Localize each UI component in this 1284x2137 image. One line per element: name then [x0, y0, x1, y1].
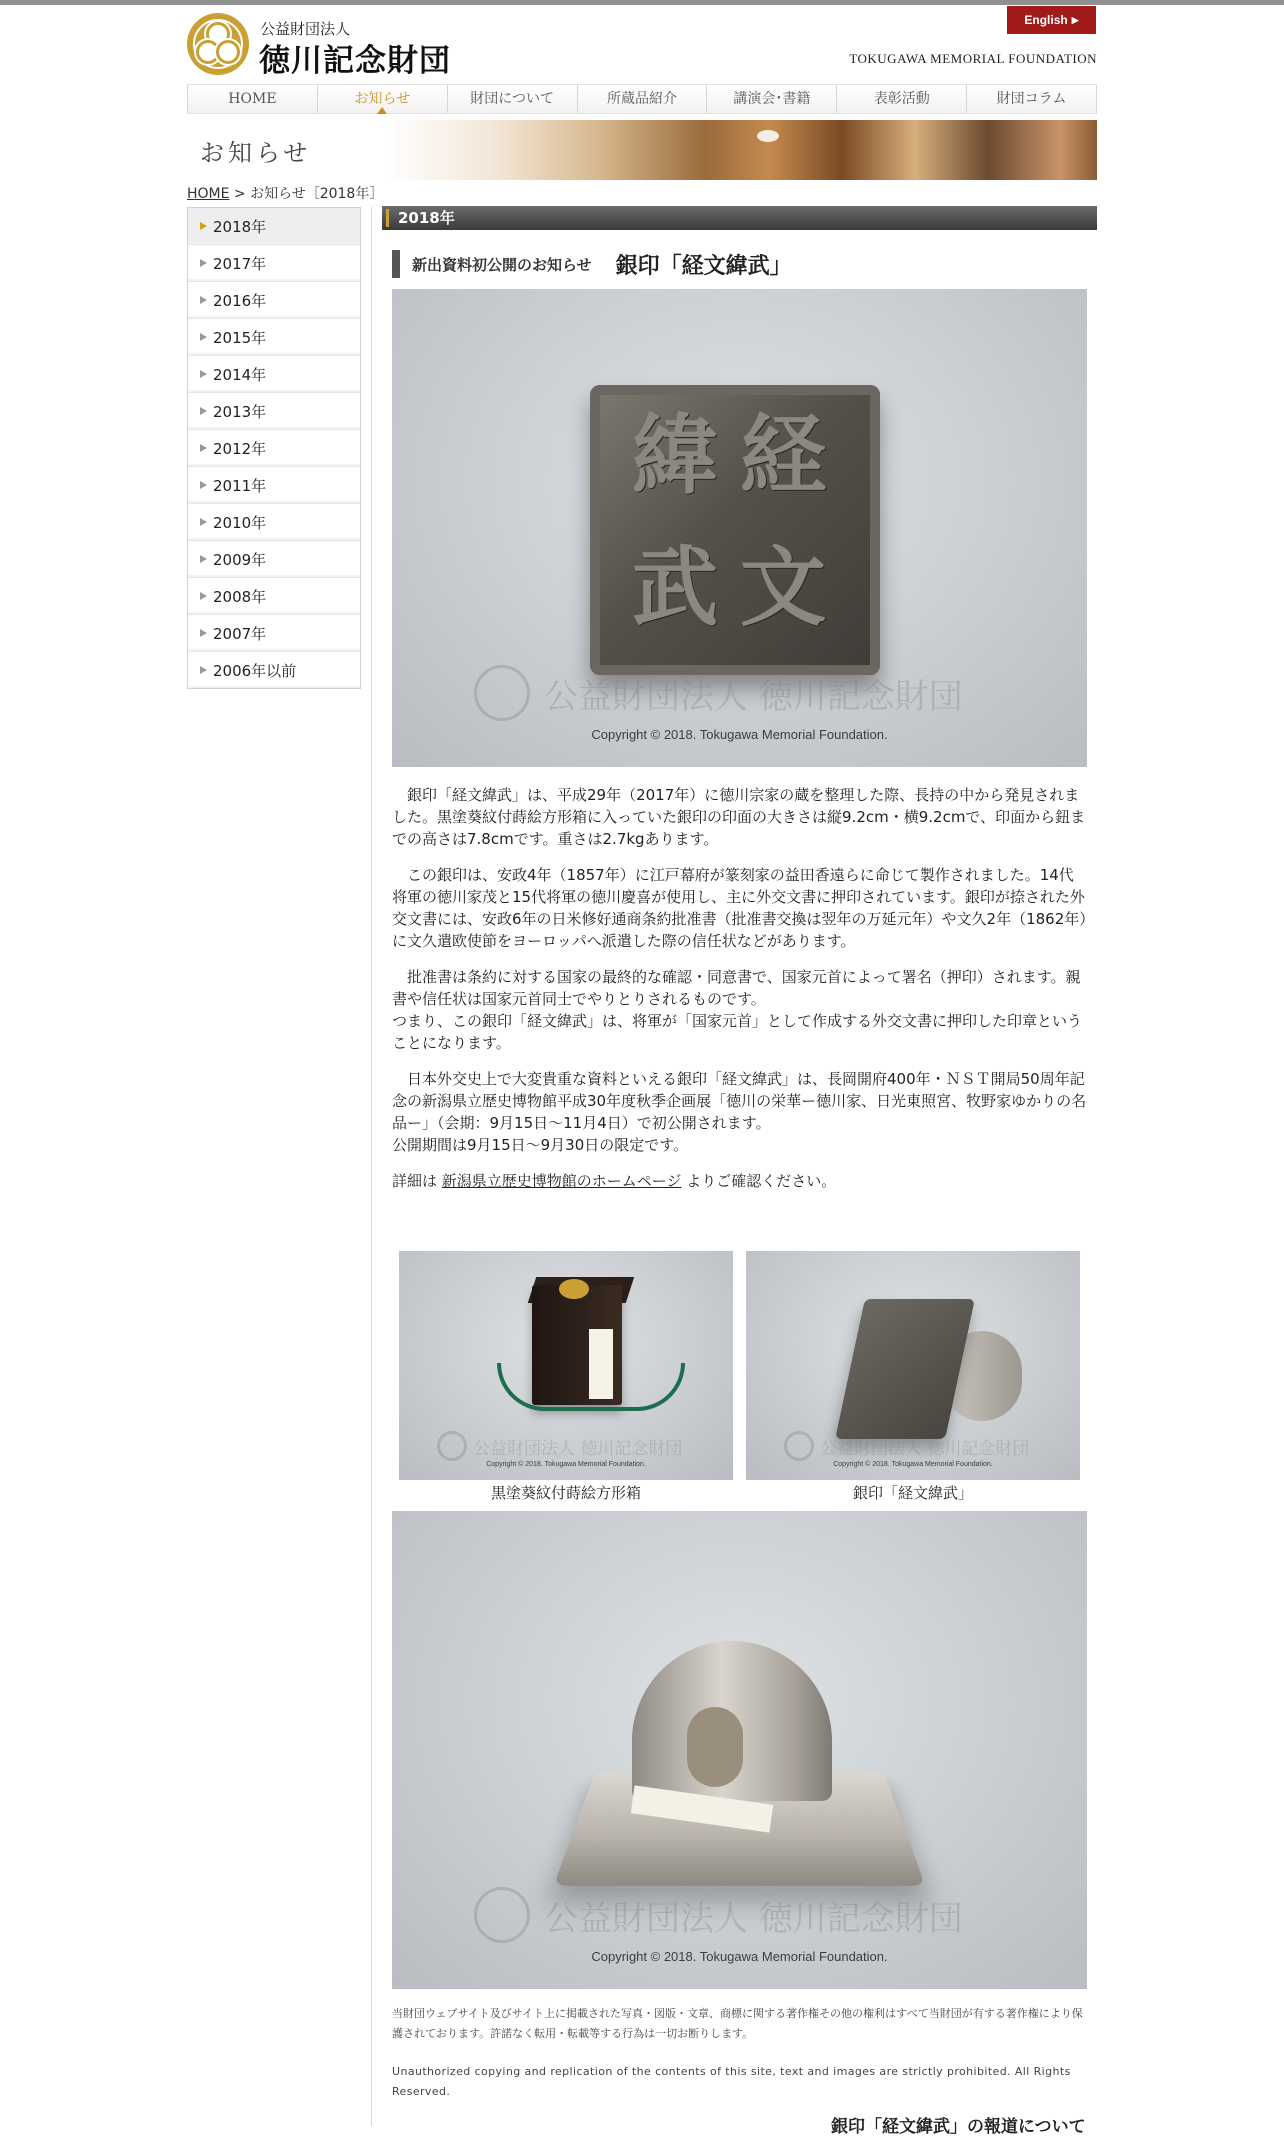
breadcrumb: [187, 183, 383, 203]
photo-watermark: [474, 1887, 963, 1943]
sidebar-item-label: 2015年: [213, 328, 267, 347]
column-divider: [371, 207, 372, 2126]
sidebar-item-label: 2008年: [213, 587, 267, 606]
sidebar-item-label: 2017年: [213, 254, 267, 273]
paragraph: 公開期間は9月15日～9月30日の限定です。: [392, 1136, 689, 1154]
sidebar-item-label: 2014年: [213, 365, 267, 384]
nav-label: 講演会･書籍: [733, 91, 811, 107]
nav-label: お知らせ: [354, 91, 411, 107]
sidebar-item-2015[interactable]: [188, 318, 360, 355]
photo-watermark: [437, 1431, 682, 1461]
year-sidebar: [187, 207, 361, 689]
sidebar-item-label: 2007年: [213, 624, 267, 643]
watermark-crest-icon: [437, 1431, 467, 1461]
photo-watermark: [474, 665, 963, 721]
active-caret-icon: [377, 107, 387, 114]
details-prefix: 詳細は: [392, 1172, 442, 1190]
box-cord: [497, 1363, 685, 1411]
details-line: [392, 1170, 1087, 1192]
global-nav: [187, 84, 1097, 114]
silver-seal-photo: [392, 1511, 1087, 1989]
article-kicker: 新出資料初公開のお知らせ: [412, 255, 592, 274]
paragraph: 銀印「経文緯武」は、平成29年（2017年）に徳川宗家の蔵を整理した際、長持の中から発見されました。黒塗葵紋付蒔絵方形箱に入っていた銀印の印面の大きさは縦9.2cm・横9.2cmで、印面から鈕までの高さは7.8cmです。重さは2.7kgあります。: [392, 786, 1086, 848]
nav-label: 財団コラム: [996, 91, 1067, 107]
sidebar-item-label: 2013年: [213, 402, 267, 421]
watermark-text: 公益財団法人 徳川記念財団: [544, 1898, 963, 1939]
nav-label: 表彰活動: [873, 91, 930, 107]
triangle-right-icon: [200, 666, 207, 674]
seal-glyph: 経: [740, 405, 826, 506]
triangle-right-icon: [200, 444, 207, 452]
hollyhock-crest-icon: [559, 1279, 589, 1299]
watermark-crest-icon: [784, 1431, 814, 1461]
seal-glyph: 文: [740, 537, 826, 638]
foundation-english-name: TOKUGAWA MEMORIAL FOUNDATION: [849, 51, 1097, 66]
watermark-text: 公益財団法人 徳川記念財団: [544, 676, 963, 717]
triangle-right-icon: [200, 555, 207, 563]
sidebar-item-2014[interactable]: [188, 355, 360, 392]
triangle-right-icon: [200, 333, 207, 341]
section-heading: [382, 206, 1097, 230]
triangle-right-icon: [200, 518, 207, 526]
seal-face: [590, 385, 880, 675]
knob-hole: [687, 1707, 743, 1787]
page-banner: [187, 120, 1097, 180]
page-title: お知らせ: [200, 139, 312, 167]
watermark-text: 公益財団法人 徳川記念財団: [473, 1438, 683, 1459]
photo-caption: 黒塗葵紋付蒔絵方形箱: [490, 1484, 641, 1502]
angled-seal-photo[interactable]: [746, 1251, 1080, 1480]
section-heading-label: 2018年: [398, 209, 455, 227]
seal-face: [835, 1299, 975, 1439]
sidebar-item-label: 2016年: [213, 291, 267, 310]
logo-title: 徳川記念財団: [259, 43, 451, 79]
sidebar-item-label: 2010年: [213, 513, 267, 532]
hollyhock-crest-icon: [187, 13, 249, 75]
copyright-notice-en: Unauthorized copying and replication of the contents of this site, text and images are strictly prohibited. All Rights Reserved.: [392, 2065, 1071, 2098]
photo-watermark: [784, 1431, 1029, 1461]
paragraph: 日本外交史上で大変貴重な資料といえる銀印「経文緯武」は、長岡開府400年・ＮＳＴ開局50周年記念の新潟県立歴史博物館平成30年度秋季企画展「徳川の栄華ー徳川家、日光東照宮、牧野家ゆかりの名品ー」（会期：9月15日～11月4日）で初公開されます。: [392, 1070, 1087, 1132]
paragraph: 批准書は条約に対する国家の最終的な確認・同意書で、国家元首によって署名（押印）されます。親書や信任状は国家元首同士でやりとりされるものです。: [392, 968, 1081, 1008]
sidebar-item-2007[interactable]: [188, 614, 360, 651]
article-name: 銀印「経文緯武」: [615, 253, 792, 279]
breadcrumb-current: お知らせ［2018年］: [250, 186, 384, 202]
triangle-right-icon: [200, 629, 207, 637]
next-article-title[interactable]: 銀印「経文緯武」の報道について: [831, 2117, 1086, 2137]
sidebar-item-label: 2018年: [213, 217, 267, 236]
sidebar-item-2012[interactable]: [188, 429, 360, 466]
article-title: [392, 250, 792, 278]
photo-copyright: Copyright © 2018. Tokugawa Memorial Foundation.: [591, 1949, 888, 1964]
nav-item-news[interactable]: [318, 85, 448, 113]
nav-item-about[interactable]: [448, 85, 578, 113]
nav-label: HOME: [228, 91, 277, 107]
nav-item-lectures[interactable]: [707, 85, 837, 113]
triangle-right-icon: [200, 481, 207, 489]
nav-item-collection[interactable]: [578, 85, 708, 113]
breadcrumb-home-link[interactable]: HOME: [187, 186, 230, 202]
english-label: English: [1024, 13, 1068, 27]
article-body: [392, 784, 1087, 1192]
triangle-right-icon: [200, 370, 207, 378]
seal-glyph: 武: [632, 537, 718, 638]
details-suffix: よりご確認ください。: [681, 1172, 837, 1190]
paragraph: この銀印は、安政4年（1857年）に江戸幕府が篆刻家の益田香遠らに命じて製作されました。14代将軍の徳川家茂と15代将軍の徳川慶喜が使用し、主に外交文書に押印されています。銀印が捺された外交文書には、安政6年の日米修好通商条約批准書（批准書交換は翌年の万延元年）や文久2年（1862年）に文久遣欧使節をヨーロッパへ派遣した際の信任状などがあります。: [392, 866, 1087, 950]
photo-copyright: Copyright © 2018. Tokugawa Memorial Foundation.: [833, 1461, 993, 1468]
triangle-right-icon: [200, 259, 207, 267]
nav-item-home[interactable]: [187, 85, 318, 113]
sidebar-item-2009[interactable]: [188, 540, 360, 577]
triangle-right-icon: [200, 407, 207, 415]
sidebar-item-2006-earlier[interactable]: [188, 651, 360, 688]
top-bar: [0, 0, 1284, 5]
sidebar-item-label: 2012年: [213, 439, 267, 458]
sidebar-item-2011[interactable]: [188, 466, 360, 503]
triangle-right-icon: ▶: [1071, 14, 1079, 25]
sidebar-item-label: 2006年以前: [213, 661, 297, 680]
seal-glyph: 緯: [632, 405, 718, 506]
nav-label: 所蔵品紹介: [607, 91, 677, 107]
nav-item-awards[interactable]: [837, 85, 967, 113]
sidebar-item-2010[interactable]: [188, 503, 360, 540]
english-button[interactable]: [1007, 6, 1096, 34]
watermark-crest-icon: [474, 1887, 530, 1943]
copyright-notice-ja: 当財団ウェブサイト及びサイト上に掲載された写真・図版・文章、商標に関する著作権その他の権利はすべて当財団が有する著作権により保護されております。許諾なく転用・転載等する行為は一切お断りします。: [392, 2007, 1083, 2040]
nav-item-column[interactable]: [967, 85, 1097, 113]
sidebar-item-2018[interactable]: [188, 208, 360, 244]
watermark-crest-icon: [474, 665, 530, 721]
sidebar-item-2017[interactable]: [188, 244, 360, 281]
watermark-text: 公益財団法人 徳川記念財団: [820, 1438, 1030, 1459]
sidebar-item-2016[interactable]: [188, 281, 360, 318]
sidebar-item-2013[interactable]: [188, 392, 360, 429]
breadcrumb-separator: >: [229, 186, 251, 202]
sidebar-item-label: 2009年: [213, 550, 267, 569]
photo-copyright: Copyright © 2018. Tokugawa Memorial Foundation.: [591, 727, 888, 742]
nav-label: 財団について: [470, 91, 555, 107]
photo-copyright: Copyright © 2018. Tokugawa Memorial Foundation.: [486, 1461, 646, 1468]
photo-caption: 銀印「経文緯武」: [852, 1484, 973, 1502]
museum-homepage-link[interactable]: 新潟県立歴史博物館のホームページ: [441, 1172, 682, 1190]
banner-decoration: [757, 130, 779, 142]
lacquer-box-photo[interactable]: [399, 1251, 733, 1480]
seal-face-photo: [392, 289, 1087, 767]
sidebar-item-label: 2011年: [213, 476, 267, 495]
logo-subtitle: 公益財団法人: [260, 20, 351, 38]
triangle-right-icon: [200, 592, 207, 600]
sidebar-item-2008[interactable]: [188, 577, 360, 614]
triangle-right-icon: [200, 222, 207, 230]
triangle-right-icon: [200, 296, 207, 304]
paragraph: つまり、この銀印「経文緯武」は、将軍が「国家元首」として作成する外交文書に押印した印章ということになります。: [392, 1012, 1083, 1052]
